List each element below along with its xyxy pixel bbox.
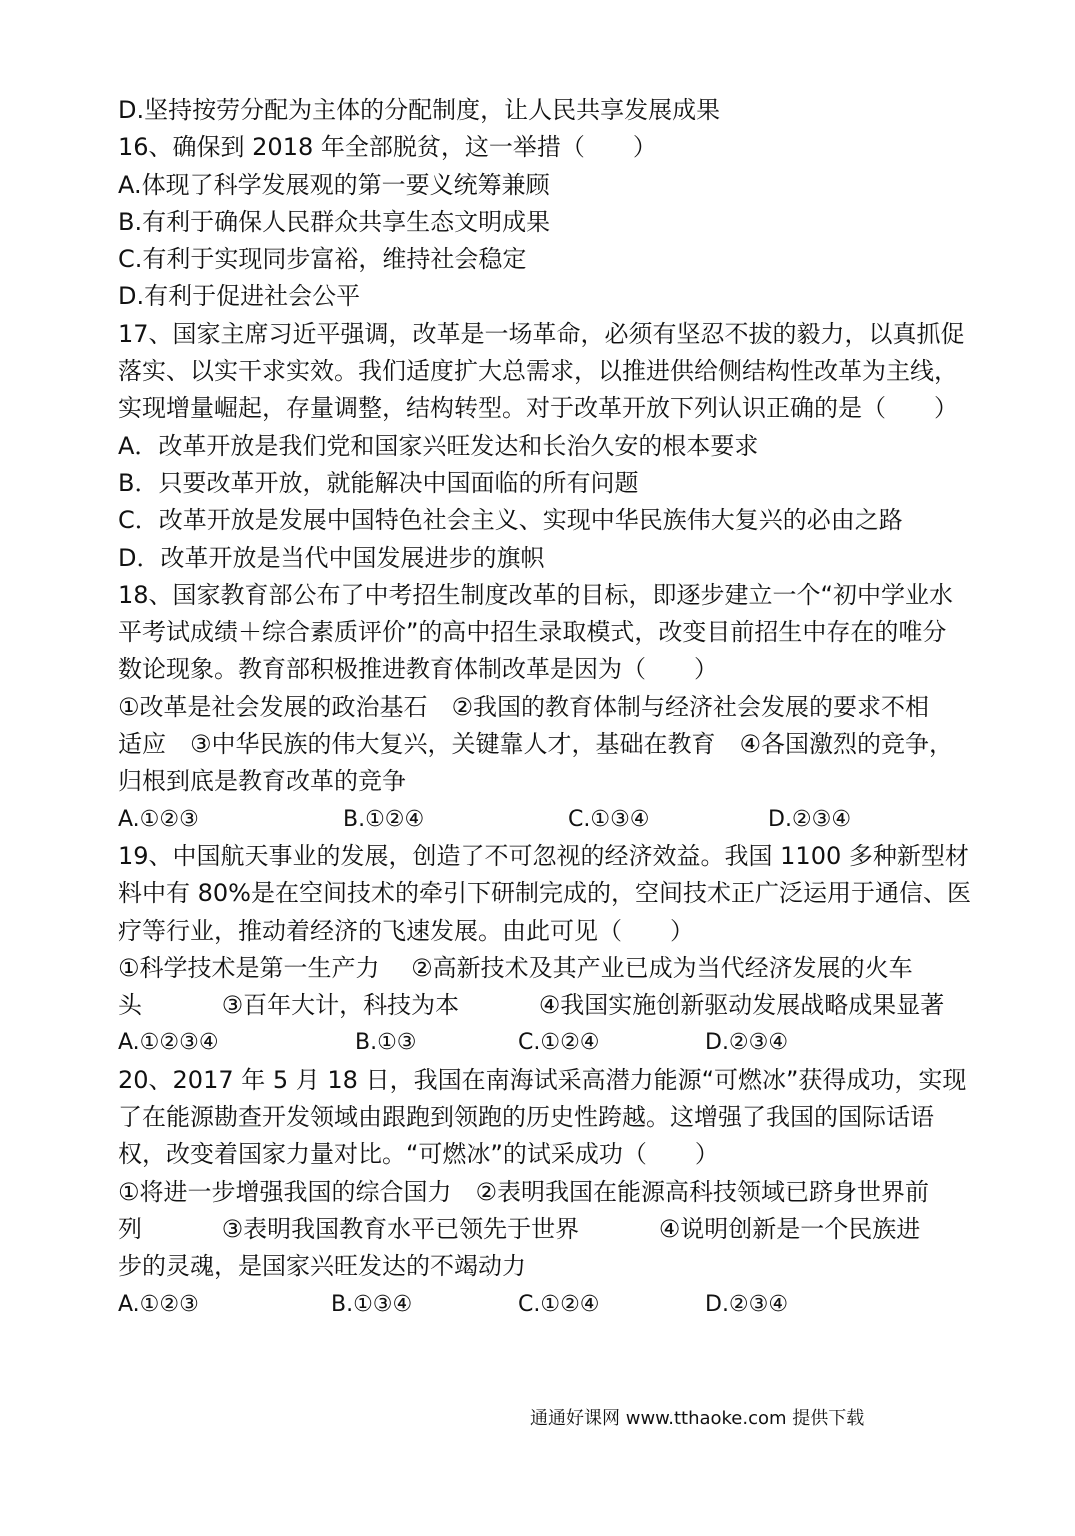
text-line: 头 ③百年大计，科技为本 ④我国实施创新驱动发展战略成果显著 [118, 991, 945, 1020]
text-line: 列 ③表明我国教育水平已领先于世界 ④说明创新是一个民族进 [118, 1214, 921, 1243]
text-line: A.体现了科学发展观的第一要义统筹兼顾 [118, 170, 550, 199]
exam-page [118, 92, 990, 1323]
text-line: C.有利于实现同步富裕，维持社会稳定 [118, 245, 527, 274]
text-line: C．改革开放是发展中国特色社会主义、实现中华民族伟大复兴的必由之路 [118, 506, 903, 535]
footer-download-note: 通通好课网 www.tthaoke.com 提供下载 [530, 1408, 865, 1429]
q19-options [118, 1024, 990, 1061]
text-line: 16、确保到 2018 年全部脱贫，这一举措（ ） [118, 133, 657, 162]
q20-options [118, 1286, 990, 1323]
text-line: 实现增量崛起，存量调整，结构转型。对于改革开放下列认识正确的是（ ） [118, 394, 958, 423]
q19-option-a: A.①②③④ [118, 1030, 219, 1056]
text-line: 平考试成绩＋综合素质评价”的高中招生录取模式，改变目前招生中存在的唯分 [118, 618, 947, 647]
q20-option-c: C.①②④ [518, 1291, 600, 1317]
text-line: 疗等行业，推动着经济的飞速发展。由此可见（ ） [118, 916, 694, 945]
text-line: 落实、以实干求实效。我们适度扩大总需求，以推进供给侧结构性改革为主线， [118, 357, 958, 386]
q18-options [118, 801, 990, 838]
text-line: 19、中国航天事业的发展，创造了不可忽视的经济效益。我国 1100 多种新型材 [118, 841, 969, 870]
text-line: A．改革开放是我们党和国家兴旺发达和长治久安的根本要求 [118, 431, 759, 460]
text-line: 18、国家教育部公布了中考招生制度改革的目标，即逐步建立一个“初中学业水 [118, 580, 953, 609]
text-block-q19 [118, 838, 990, 1024]
text-line: ①改革是社会发展的政治基石 ②我国的教育体制与经济社会发展的要求不相 [118, 692, 930, 721]
text-line: 了在能源勘查开发领域由跟跑到领跑的历史性跨越。这增强了我国的国际话语 [118, 1103, 934, 1132]
text-line: 适应 ③中华民族的伟大复兴，关键靠人才，基础在教育 ④各国激烈的竞争， [118, 730, 954, 759]
text-line: 料中有 80%是在空间技术的牵引下研制完成的，空间技术正广泛运用于通信、医 [118, 879, 971, 908]
text-line: B．只要改革开放，就能解决中国面临的所有问题 [118, 468, 639, 497]
q20-option-d: D.②③④ [705, 1291, 789, 1317]
text-line: 权，改变着国家力量对比。“可燃冰”的试采成功（ ） [118, 1140, 719, 1169]
q18-option-a: A.①②③ [118, 806, 199, 832]
q18-option-b: B.①②④ [343, 806, 425, 832]
text-line: 17、国家主席习近平强调，改革是一场革命，必须有坚忍不拔的毅力，以真抓促 [118, 319, 965, 348]
text-block-q20 [118, 1062, 990, 1286]
q19-option-d: D.②③④ [705, 1030, 789, 1056]
text-line: 步的灵魂，是国家兴旺发达的不竭动力 [118, 1252, 526, 1281]
text-line: D.有利于促进社会公平 [118, 282, 361, 311]
q19-option-b: B.①③ [355, 1030, 417, 1056]
text-line: ①将进一步增强我国的综合国力 ②表明我国在能源高科技领域已跻身世界前 [118, 1177, 930, 1206]
q19-option-c: C.①②④ [518, 1030, 600, 1056]
q20-option-a: A.①②③ [118, 1291, 199, 1317]
q20-option-b: B.①③④ [331, 1291, 413, 1317]
text-line: D．改革开放是当代中国发展进步的旗帜 [118, 543, 545, 572]
text-line: D.坚持按劳分配为主体的分配制度，让人民共享发展成果 [118, 96, 721, 124]
text-line: 数论现象。教育部积极推进教育体制改革是因为（ ） [118, 655, 718, 684]
q18-option-c: C.①③④ [568, 806, 650, 832]
text-line: 20、2017 年 5 月 18 日，我国在南海试采高潜力能源“可燃冰”获得成功，实现 [118, 1065, 967, 1094]
text-line: 归根到底是教育改革的竞争 [118, 767, 406, 796]
text-line: B.有利于确保人民群众共享生态文明成果 [118, 207, 551, 236]
text-line: ①科学技术是第一生产力 ②高新技术及其产业已成为当代经济发展的火车 [118, 953, 913, 982]
text-block-q15-q18 [118, 92, 990, 801]
q18-option-d: D.②③④ [768, 806, 852, 832]
